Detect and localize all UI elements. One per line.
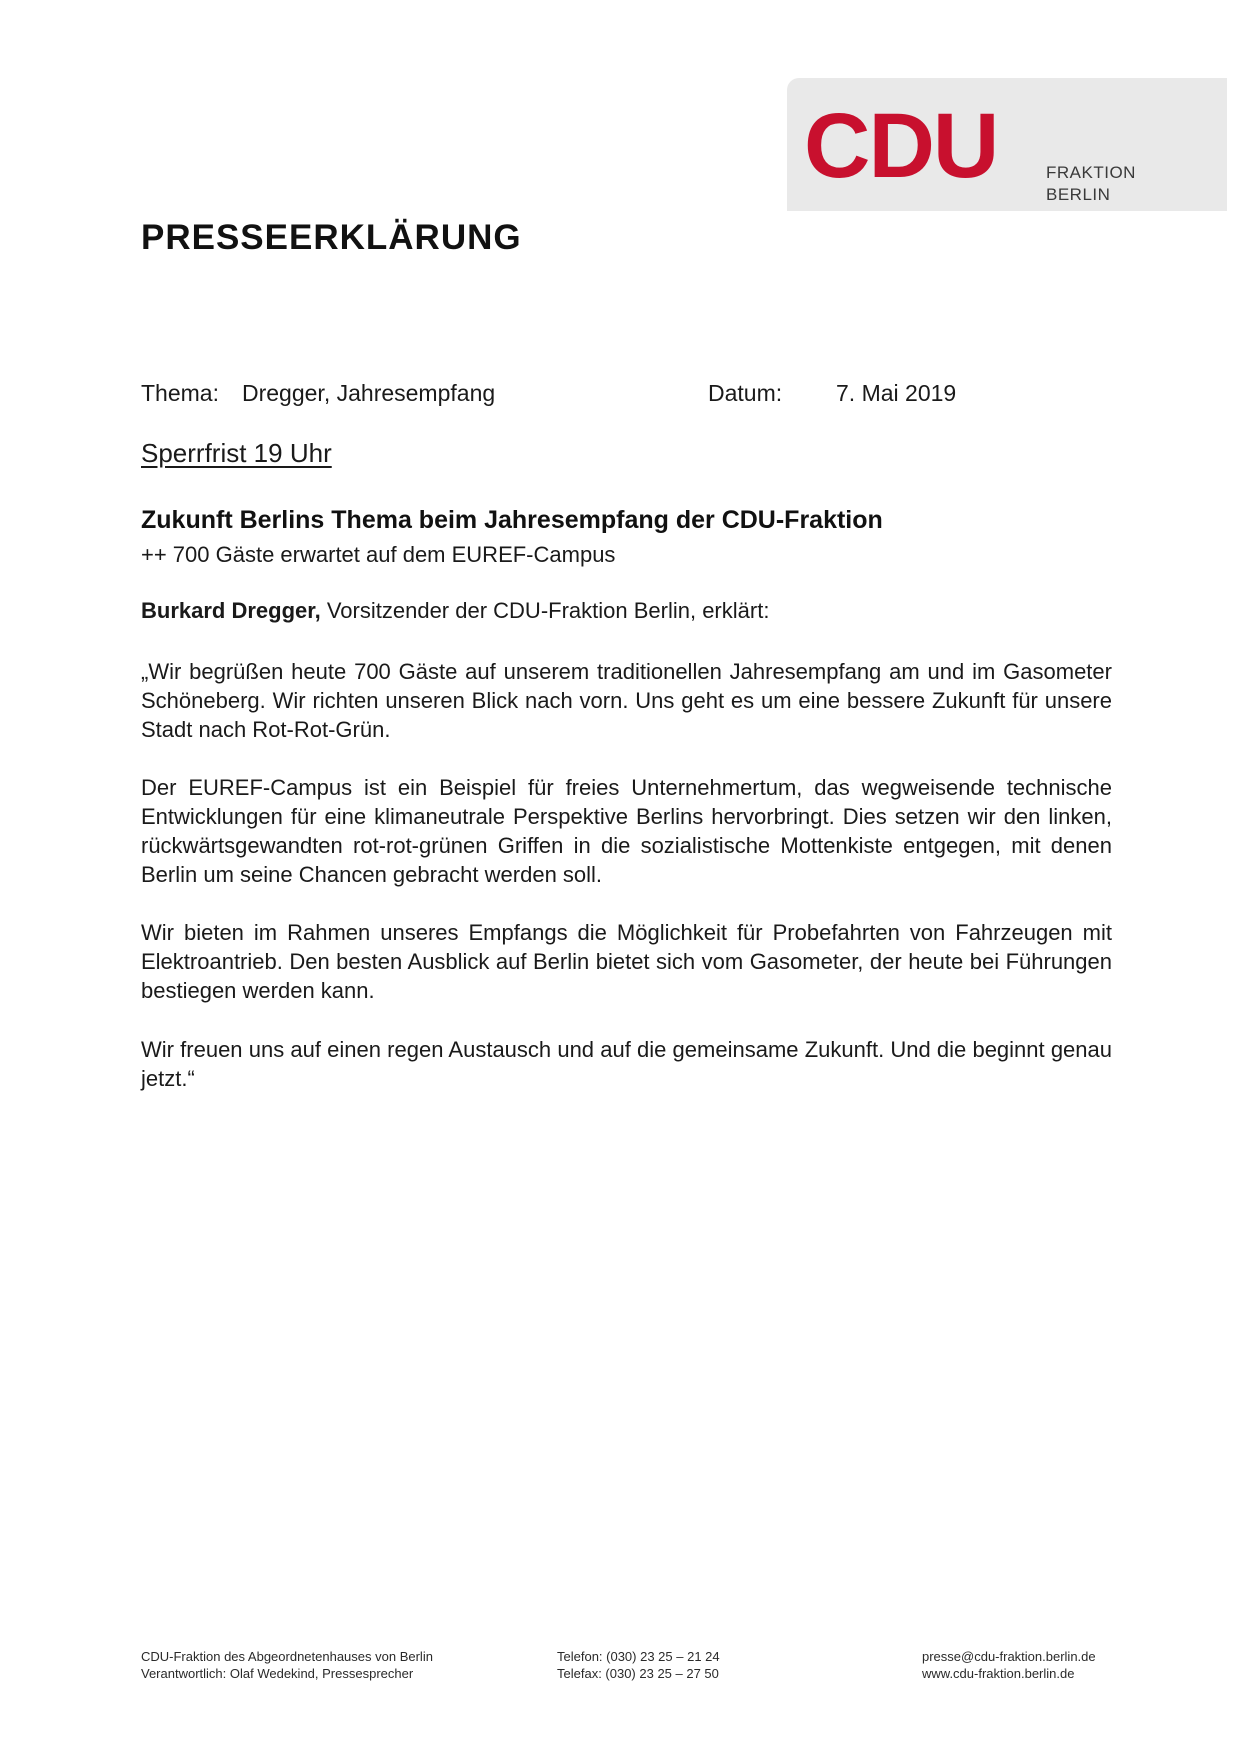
speaker-name: Burkard Dregger, (141, 598, 321, 623)
footer-phone: Telefon: (030) 23 25 – 21 24 (557, 1649, 720, 1664)
footer-fax: Telefax: (030) 23 25 – 27 50 (557, 1666, 719, 1681)
logo-subtitle-line-2: BERLIN (1046, 185, 1111, 204)
logo-wordmark: CDU (804, 95, 998, 197)
topic-value: Dregger, Jahresempfang (242, 380, 496, 406)
embargo-notice: Sperrfrist 19 Uhr (141, 438, 332, 468)
footer-responsible: Verantwortlich: Olaf Wedekind, Pressesprecher (141, 1666, 414, 1681)
date-value: 7. Mai 2019 (836, 380, 957, 406)
speaker-intro (141, 598, 769, 624)
logo-subtitle-line-1: FRAKTION (1046, 163, 1136, 182)
date-label: Datum: (708, 380, 783, 406)
footer-organization: CDU-Fraktion des Abgeordnetenhauses von Berlin (141, 1649, 433, 1664)
footer-website-link[interactable]: www.cdu-fraktion.berlin.de (922, 1666, 1075, 1681)
body-paragraph-2: Der EUREF-Campus ist ein Beispiel für freies Unternehmertum, das wegweisende technische Entwicklungen für eine klimaneutrale Perspektive Berlins hervorbringt. Dies setzen wir den linken, rückwärtsgewandten rot-rot-grünen Griffen in die sozialistische Mottenkiste entgegen, mit denen Berlin um seine Chancen gebracht werden soll. (141, 775, 1112, 887)
headline: Zukunft Berlins Thema beim Jahresempfang der CDU-Fraktion (141, 506, 883, 534)
body-paragraph-4: Wir freuen uns auf einen regen Austausch und auf die gemeinsame Zukunft. Und die beginnt genau jetzt.“ (141, 1037, 1112, 1091)
footer-email-link[interactable]: presse@cdu-fraktion.berlin.de (922, 1649, 1096, 1664)
party-logo (787, 78, 1227, 211)
subheadline: ++ 700 Gäste erwartet auf dem EUREF-Campus (141, 542, 616, 567)
document-title: PRESSEERKLÄRUNG (141, 218, 522, 257)
body-paragraph-1: „Wir begrüßen heute 700 Gäste auf unserem traditionellen Jahresempfang am und im Gasometer Schöneberg. Wir richten unseren Blick nach vorn. Uns geht es um eine bessere Zukunft für unsere Stadt nach Rot-Rot-Grün. (141, 659, 1112, 742)
speaker-role: Vorsitzender der CDU-Fraktion Berlin, erklärt: (320, 598, 770, 623)
body-paragraph-3: Wir bieten im Rahmen unseres Empfangs die Möglichkeit für Probefahrten von Fahrzeugen mit Elektroantrieb. Den besten Ausblick auf Berlin bietet sich vom Gasometer, der heute bei Führungen bestiegen werden kann. (141, 920, 1112, 1003)
topic-label: Thema: (141, 380, 219, 406)
logo-subtitle (1046, 162, 1136, 206)
